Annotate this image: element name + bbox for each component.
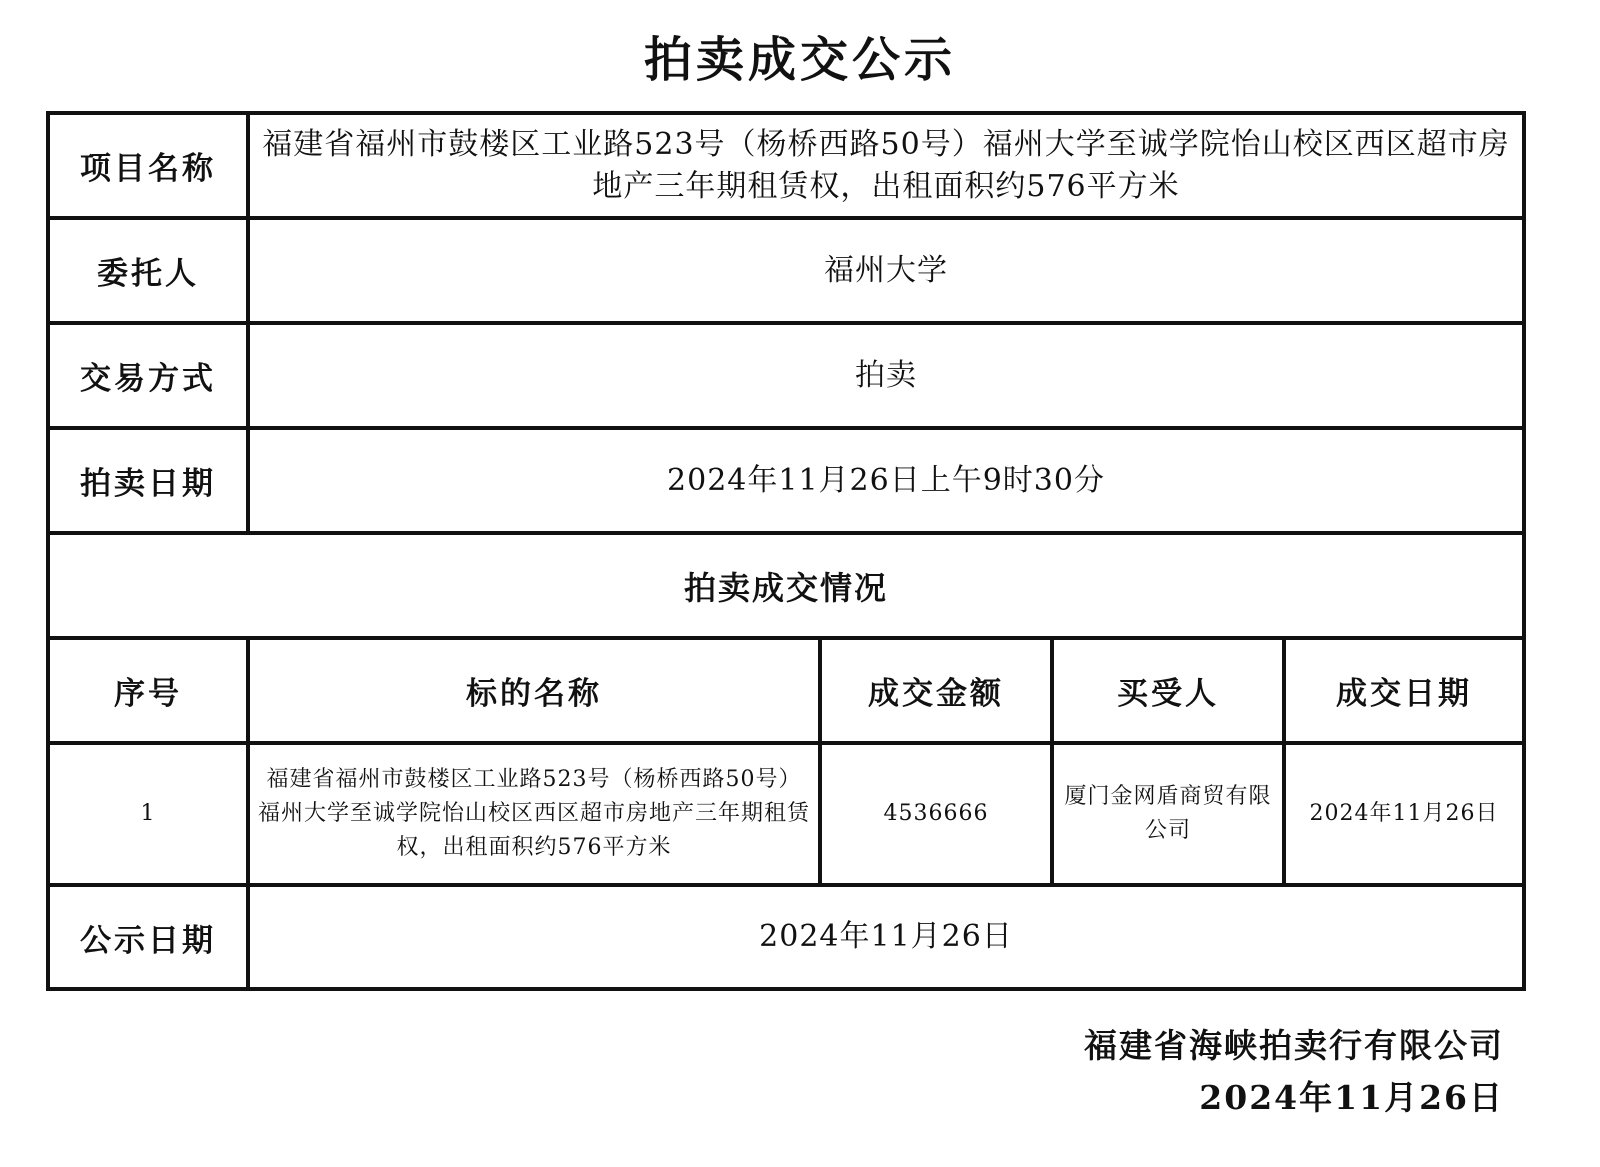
deal-buyer: 厦门金网盾商贸有限公司 xyxy=(1052,743,1284,885)
auction-date-value: 2024年11月26日上午9时30分 xyxy=(248,428,1524,533)
auction-date-row xyxy=(48,428,1524,533)
page-title: 拍卖成交公示 xyxy=(643,32,956,88)
footer-company: 福建省海峡拍卖行有限公司 xyxy=(1084,1026,1504,1065)
deal-date: 2024年11月26日 xyxy=(1284,743,1524,885)
method-label: 交易方式 xyxy=(48,323,248,428)
deal-index: 1 xyxy=(48,743,248,885)
deal-header-row xyxy=(48,638,1524,743)
header-deal-date: 成交日期 xyxy=(1284,638,1524,743)
publicity-date-label: 公示日期 xyxy=(48,885,248,989)
header-buyer: 买受人 xyxy=(1052,638,1284,743)
header-item-name: 标的名称 xyxy=(248,638,820,743)
section-row xyxy=(48,533,1524,638)
deal-item-name: 福建省福州市鼓楼区工业路523号（杨桥西路50号）福州大学至诚学院怡山校区西区超市房地产三年期租赁权，出租面积约576平方米 xyxy=(248,743,820,885)
project-name-value: 福建省福州市鼓楼区工业路523号（杨桥西路50号）福州大学至诚学院怡山校区西区超市房地产三年期租赁权，出租面积约576平方米 xyxy=(248,113,1524,218)
header-index: 序号 xyxy=(48,638,248,743)
publicity-date-value: 2024年11月26日 xyxy=(248,885,1524,989)
notice-table xyxy=(46,111,1526,991)
method-row xyxy=(48,323,1524,428)
deal-amount: 4536666 xyxy=(820,743,1052,885)
client-label: 委托人 xyxy=(48,218,248,323)
footer-date: 2024年11月26日 xyxy=(1199,1078,1504,1117)
publicity-row xyxy=(48,885,1524,989)
table-row xyxy=(48,743,1524,885)
header-amount: 成交金额 xyxy=(820,638,1052,743)
method-value: 拍卖 xyxy=(248,323,1524,428)
section-title: 拍卖成交情况 xyxy=(48,533,1524,638)
client-value: 福州大学 xyxy=(248,218,1524,323)
project-row xyxy=(48,113,1524,218)
client-row xyxy=(48,218,1524,323)
project-name-label: 项目名称 xyxy=(48,113,248,218)
auction-date-label: 拍卖日期 xyxy=(48,428,248,533)
